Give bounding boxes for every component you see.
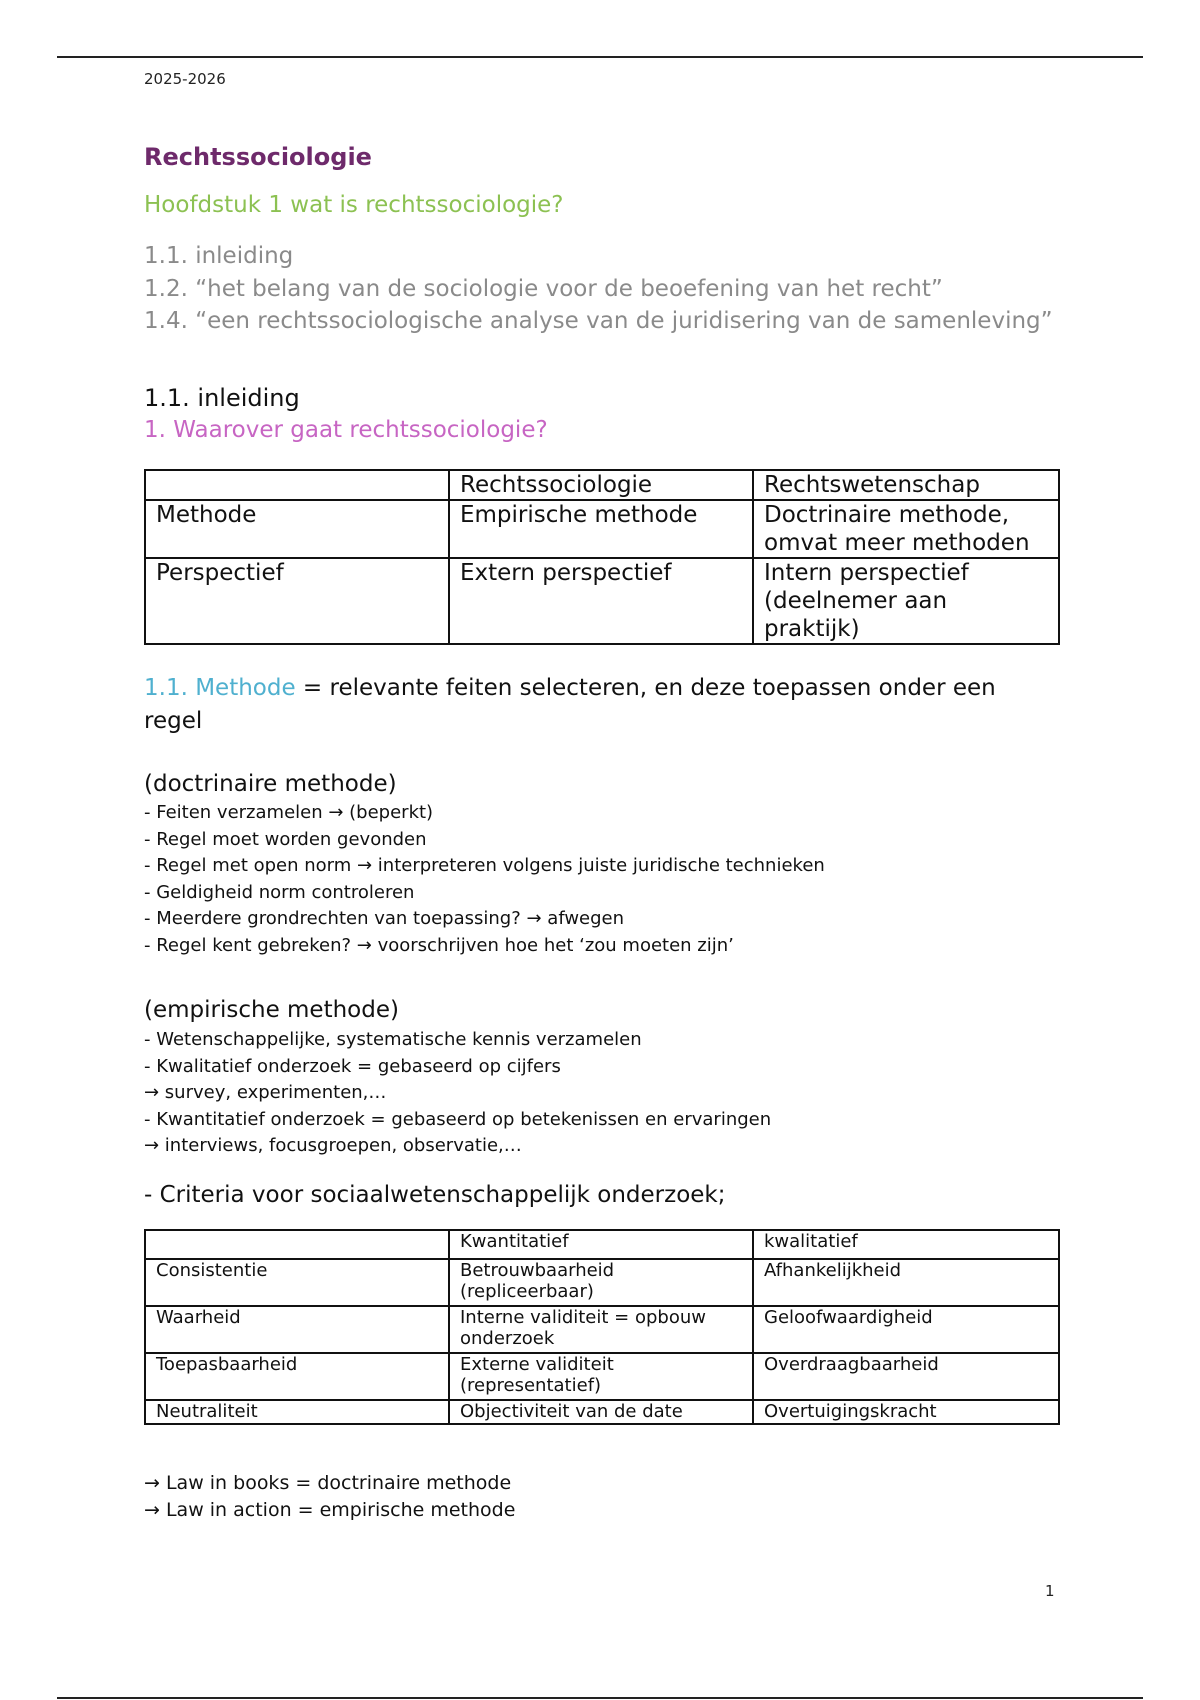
table-cell: Overtuigingskracht bbox=[753, 1400, 1059, 1424]
table-row bbox=[145, 1400, 1059, 1424]
table-header-cell: Rechtssociologie bbox=[449, 470, 753, 500]
table-header-cell: Rechtswetenschap bbox=[753, 470, 1059, 500]
table-header-row bbox=[145, 1230, 1059, 1259]
footer-rule bbox=[57, 1697, 1143, 1699]
table-cell: Overdraagbaarheid bbox=[753, 1353, 1059, 1400]
table-cell: Consistentie bbox=[145, 1259, 449, 1306]
table-cell: Objectiviteit van de date bbox=[449, 1400, 753, 1424]
table-cell: Methode bbox=[145, 500, 449, 558]
table-header-cell bbox=[145, 470, 449, 500]
list-item: - Kwantitatief onderzoek = gebaseerd op betekenissen en ervaringen bbox=[144, 1108, 772, 1130]
methode-keyword: 1.1. Methode bbox=[144, 675, 296, 701]
table-cell: Empirische methode bbox=[449, 500, 753, 558]
table-cell: Betrouwbaarheid (repliceerbaar) bbox=[449, 1259, 753, 1306]
comparison-table bbox=[144, 469, 1060, 645]
table-row bbox=[145, 500, 1059, 558]
law-summary bbox=[144, 1470, 515, 1523]
law-item: → Law in action = empirische methode bbox=[144, 1498, 516, 1521]
table-header-row bbox=[145, 470, 1059, 500]
list-item: - Regel met open norm → interpreteren volgens juiste juridische technieken bbox=[144, 855, 825, 876]
list-item: - Kwalitatief onderzoek = gebaseerd op cijfers bbox=[144, 1055, 561, 1077]
law-item: → Law in books = doctrinaire methode bbox=[144, 1472, 512, 1494]
toc-item: 1.1. inleiding bbox=[144, 243, 294, 269]
table-cell: Geloofwaardigheid bbox=[753, 1306, 1059, 1353]
table-cell: Extern perspectief bbox=[449, 558, 753, 644]
empirische-heading: (empirische methode) bbox=[144, 997, 399, 1023]
methode-definition-text: = relevante feiten selecteren, en deze toepassen onder een regel bbox=[144, 675, 996, 734]
table-row bbox=[145, 1353, 1059, 1400]
section-subheading: 1. Waarover gaat rechtssociologie? bbox=[144, 417, 548, 443]
table-cell: Doctrinaire methode, omvat meer methoden bbox=[753, 500, 1059, 558]
table-row bbox=[145, 1306, 1059, 1353]
empirische-list bbox=[144, 1027, 771, 1160]
academic-year: 2025-2026 bbox=[144, 70, 226, 88]
table-cell: Externe validiteit (representatief) bbox=[449, 1353, 753, 1400]
table-header-cell: Kwantitatief bbox=[449, 1230, 753, 1259]
list-item: - Meerdere grondrechten van toepassing? → afwegen bbox=[144, 908, 625, 929]
table-cell: Interne validiteit = opbouw onderzoek bbox=[449, 1306, 753, 1353]
table-cell: Intern perspectief (deelnemer aan praktijk) bbox=[753, 558, 1059, 644]
table-cell: Afhankelijkheid bbox=[753, 1259, 1059, 1306]
doctrinaire-heading: (doctrinaire methode) bbox=[144, 771, 397, 797]
criteria-heading: - Criteria voor sociaalwetenschappelijk onderzoek; bbox=[144, 1182, 726, 1208]
table-header-cell: kwalitatief bbox=[753, 1230, 1059, 1259]
list-item: - Regel moet worden gevonden bbox=[144, 828, 427, 850]
list-item: - Geldigheid norm controleren bbox=[144, 881, 415, 903]
criteria-table bbox=[144, 1229, 1060, 1425]
doctrinaire-list bbox=[144, 800, 825, 959]
list-item: - Regel kent gebreken? → voorschrijven hoe het ‘zou moeten zijn’ bbox=[144, 934, 734, 956]
page-number: 1 bbox=[1045, 1582, 1055, 1600]
list-item: → interviews, focusgroepen, observatie,… bbox=[144, 1135, 522, 1156]
table-cell: Toepasbaarheid bbox=[145, 1353, 449, 1400]
list-item: - Wetenschappelijke, systematische kennis verzamelen bbox=[144, 1029, 642, 1050]
table-cell: Waarheid bbox=[145, 1306, 449, 1353]
document-title: Rechtssociologie bbox=[144, 143, 372, 171]
methode-definition bbox=[144, 672, 1058, 738]
chapter-heading: Hoofdstuk 1 wat is rechtssociologie? bbox=[144, 192, 564, 218]
toc-item: 1.2. “het belang van de sociologie voor de beoefening van het recht” bbox=[144, 275, 943, 302]
table-row bbox=[145, 1259, 1059, 1306]
section-heading: 1.1. inleiding bbox=[144, 384, 300, 412]
table-header-cell bbox=[145, 1230, 449, 1259]
table-cell: Perspectief bbox=[145, 558, 449, 644]
list-item: → survey, experimenten,… bbox=[144, 1082, 387, 1103]
header-rule bbox=[57, 56, 1143, 58]
table-of-contents bbox=[144, 240, 1058, 338]
list-item: - Feiten verzamelen → (beperkt) bbox=[144, 802, 434, 823]
table-row bbox=[145, 558, 1059, 644]
table-cell: Neutraliteit bbox=[145, 1400, 449, 1424]
toc-item: 1.4. “een rechtssociologische analyse van de juridisering van de samenleving” bbox=[144, 308, 1053, 334]
